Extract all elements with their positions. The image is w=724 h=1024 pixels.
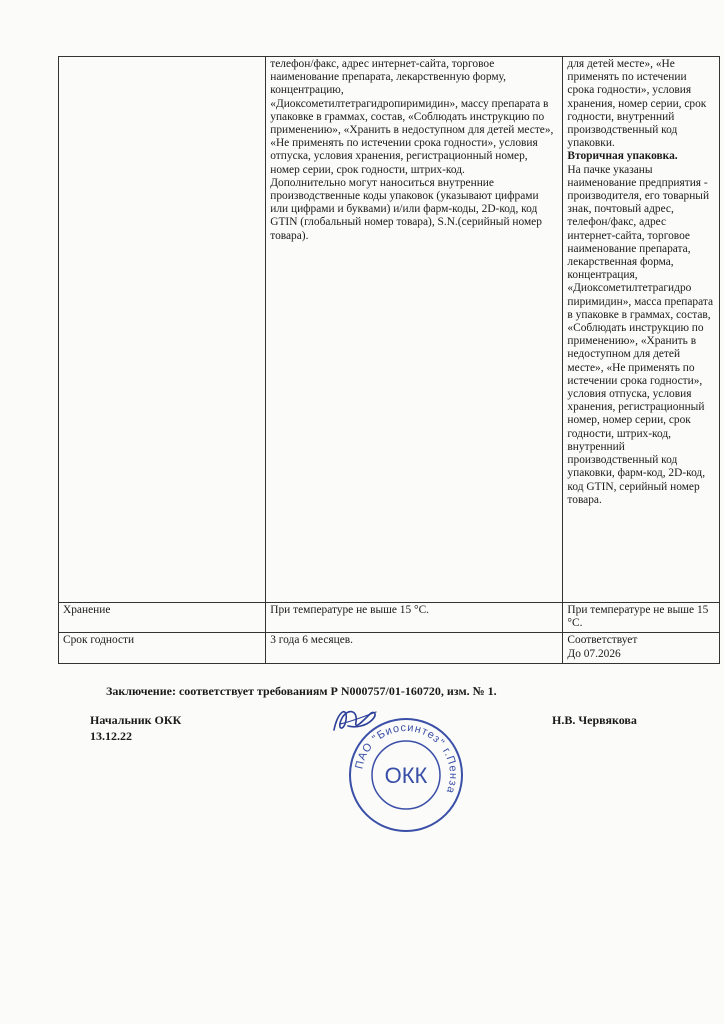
result-text-1: для детей месте», «Не применять по истечении срока годности», условия хранения, номер серии, срок годности, внутренний производственный код упаковки. [567, 58, 707, 150]
cell-storage-requirement: При температуре не выше 15 °С. [266, 603, 563, 633]
cell-shelf-life-label: Срок годности [59, 633, 266, 663]
stamp-ring-text: ПАО "Биосинтез" г.Пенза [353, 721, 460, 796]
table-row-storage [59, 603, 720, 633]
result-text-2: На пачке указаны наименование предприятия - производителя, его товарный знак, почтовый адрес, телефон/факс, адрес интернет-сайта, торговое наименование препарата, лекарственная форма, концентрация, «Диоксометилтетрагидро пиримидин», масса препарата в упаковке в граммах, состав, «Соблюдать инструкцию по применению», «Хранить в недоступном для детей месте», «Не применять по истечении срока годности», условия отпуска, условия хранения, регистрационный номер, номер серии, срок годности, штрих-код, внутренний производственный код упаковки, фарм-код, 2D-код, код GTIN, серийный номер товара. [567, 163, 714, 506]
requirement-text-1: телефон/факс, адрес интернет-сайта, торговое наименование препарата, лекарственную форму, концентрацию, [270, 58, 506, 97]
cell-storage-label: Хранение [59, 603, 266, 633]
shelf-life-result-line-1: Соответствует [567, 634, 638, 647]
stamp-center-text: ОКК [384, 763, 428, 788]
cell-shelf-life-result [563, 633, 720, 663]
table-row-shelf-life [59, 633, 720, 663]
table-row-continuation [59, 57, 720, 603]
handwritten-signature [326, 700, 386, 740]
cell-result [563, 57, 720, 603]
signature-date: 13.12.22 [90, 729, 132, 743]
cell-shelf-life-requirement: 3 года 6 месяцев. [266, 633, 563, 663]
shelf-life-result-line-2: До 07.2026 [567, 647, 621, 660]
cell-requirement [266, 57, 563, 603]
secondary-packaging-heading: Вторичная упаковка. [567, 150, 678, 163]
requirement-text-3: Дополнительно могут наноситься внутренние производственные коды упаковок (указывают цифрами или цифрами и буквами) и/или фарм-коды, 2D-код, код GTIN (глобальный номер товара), S.N.(серийный номер товара). [270, 176, 542, 242]
cell-storage-result: При температуре не выше 15 °С. [563, 603, 720, 633]
cell-parameter [59, 57, 266, 603]
specification-table [58, 56, 720, 664]
signatory-title: Начальник ОКК [90, 713, 182, 727]
conclusion-text: Заключение: соответствует требованиям Р N000757/01-160720, изм. № 1. [106, 684, 497, 698]
signatory-name: Н.В. Червякова [552, 713, 637, 727]
requirement-text-2: «Диоксометилтетрагидропиримидин», массу препарата в упаковке в граммах, состав, «Соблюдать инструкцию по применению», «Хранить в недоступном для детей месте», «Не применять по истечении срока годности», условия отпуска, условия хранения, регистрационный номер, номер серии, срок годности, штрих-код. [270, 97, 554, 176]
